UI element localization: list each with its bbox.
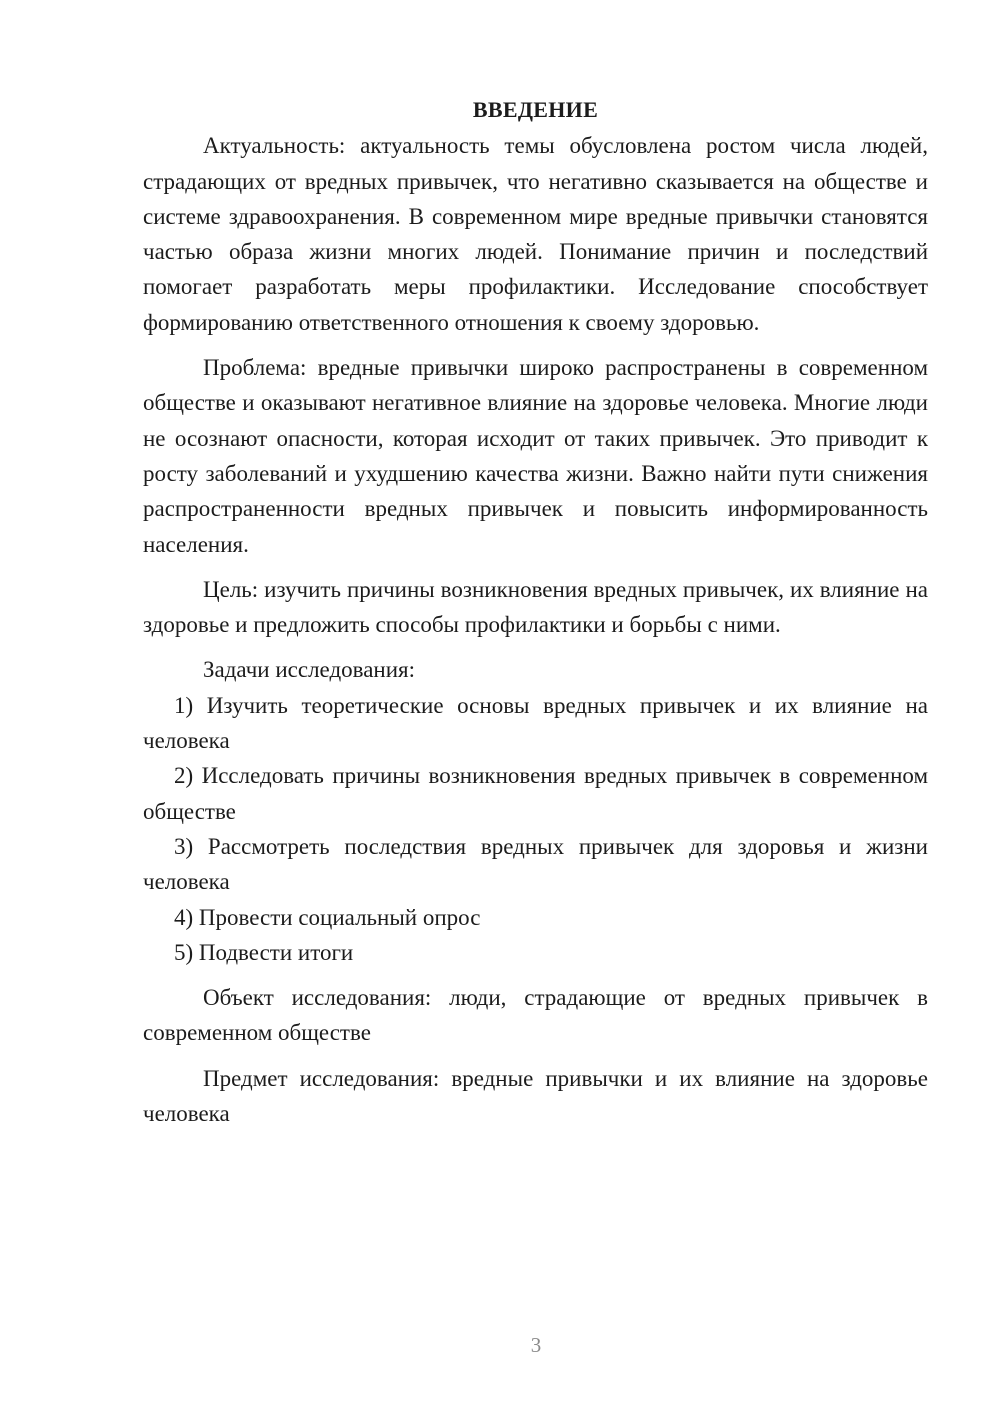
page-number: 3 (530, 1333, 542, 1357)
task-item-1: 1) Изучить теоретические основы вредных привычек и их влияние на человека (143, 692, 928, 754)
task-item-5: 5) Подвести итоги (174, 939, 354, 965)
object-paragraph: Объект исследования: люди, страдающие от вредных привычек в современном обществе (143, 985, 928, 1046)
task-item-3: 3) Рассмотреть последствия вредных привычек для здоровья и жизни человека (143, 833, 928, 895)
goal-paragraph: Цель: изучить причины возникновения вредных привычек, их влияние на здоровье и предложить способы профилактики и борьбы с ними. (143, 576, 928, 638)
relevance-paragraph: Актуальность: актуальность темы обусловлена ростом числа людей, страдающих от вредных привычек, что негативно сказывается на обществе и системе здравоохранения. В современном мире вредные привычки становятся частью образа жизни многих людей. Понимание причин и последствий помогает разработать меры профилактики. Исследование способствует формированию ответственного отношения к своему здоровью. (143, 133, 928, 335)
page-content (143, 92, 928, 1131)
subject-paragraph: Предмет исследования: вредные привычки и их влияние на здоровье человека (143, 1065, 928, 1127)
section-heading: ВВЕДЕНИЕ (472, 97, 599, 122)
tasks-list (143, 688, 928, 970)
task-item-2: 2) Исследовать причины возникновения вредных привычек в современном обществе (143, 763, 928, 824)
problem-paragraph: Проблема: вредные привычки широко распространены в современном обществе и оказывают негативное влияние на здоровье человека. Многие люди не осознают опасности, которая исходит от таких привычек. Это приводит к росту заболеваний и ухудшению качества жизни. Важно найти пути снижения распространенности вредных привычек и повысить информированность населения. (143, 355, 928, 557)
tasks-title: Задачи исследования: (203, 657, 416, 683)
task-item-4: 4) Провести социальный опрос (174, 904, 481, 930)
